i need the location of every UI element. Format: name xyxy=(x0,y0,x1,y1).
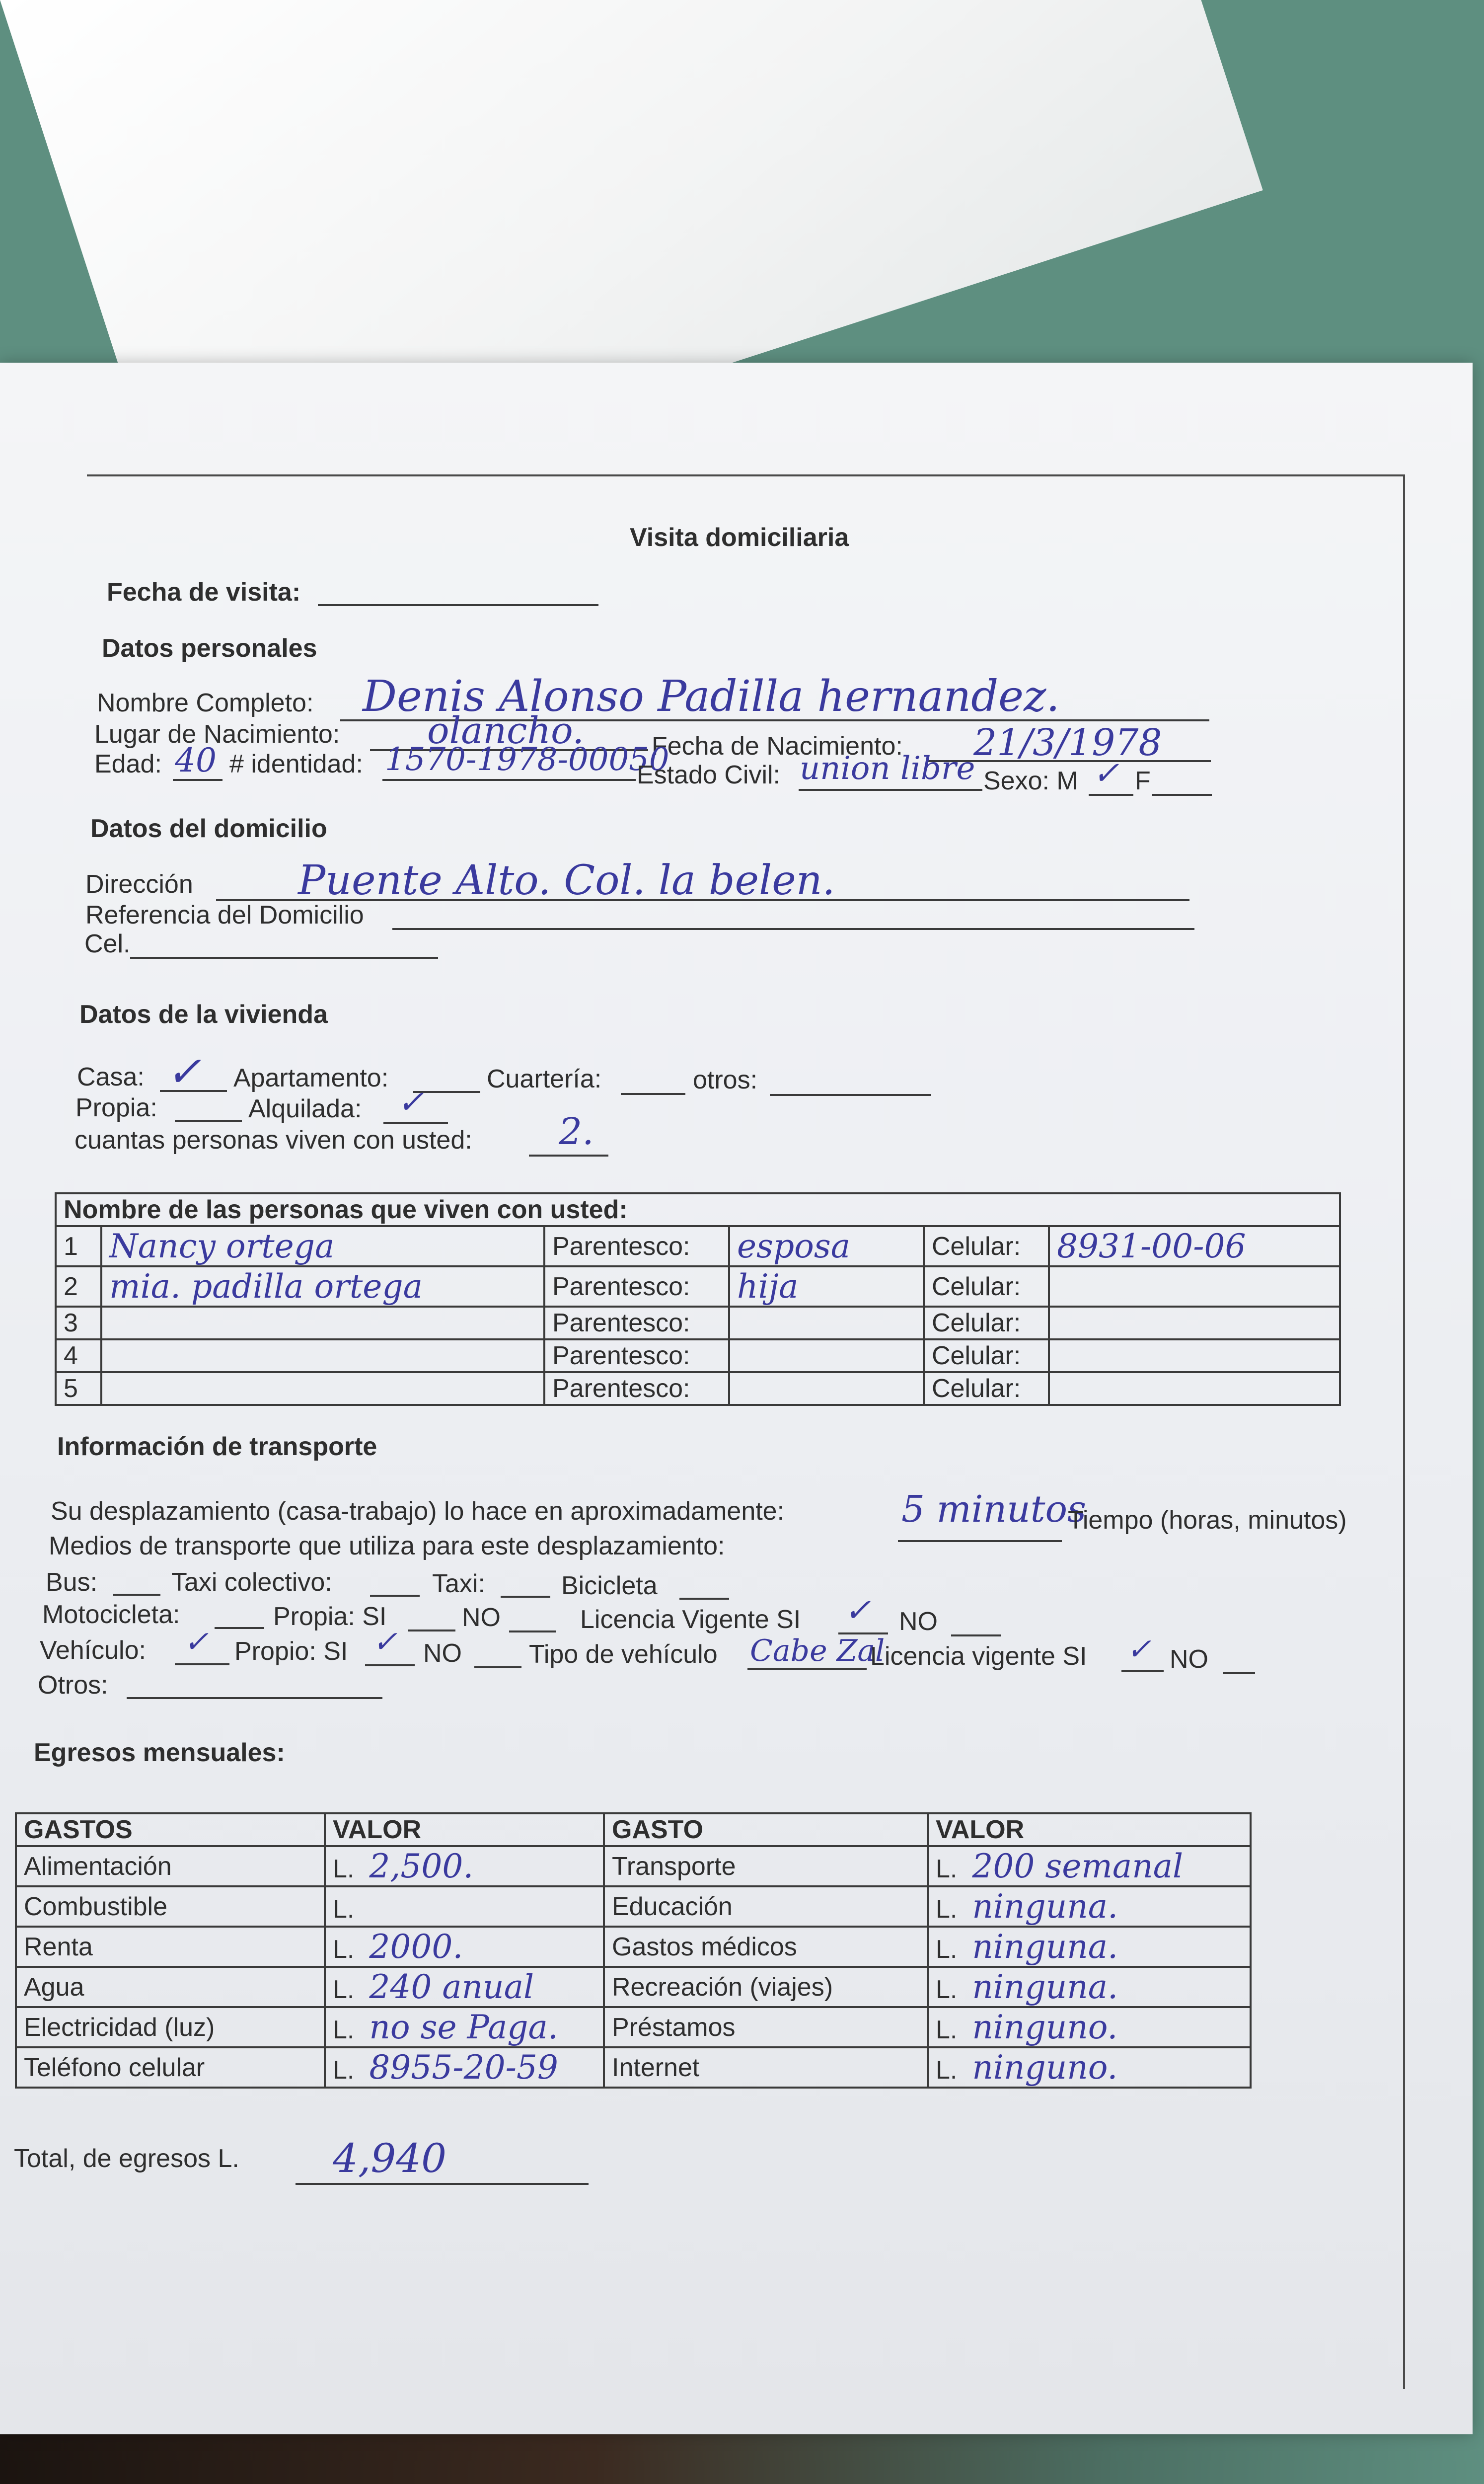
otros-transporte-field[interactable] xyxy=(127,1697,382,1699)
gasto-value: 8955-20-59 xyxy=(369,2048,558,2087)
licencia-2-no-label: NO xyxy=(1170,1645,1208,1674)
gasto-name: Electricidad (luz) xyxy=(16,2007,325,2047)
tipo-vehiculo-label: Tipo de vehículo xyxy=(529,1640,718,1669)
estado-civil-value: union libre xyxy=(800,750,975,787)
sexo-m-field[interactable] xyxy=(1089,794,1133,796)
persona-parentesco[interactable]: esposa xyxy=(729,1226,924,1266)
table-row xyxy=(16,1886,1251,1927)
col-gastos-header: GASTOS xyxy=(16,1813,325,1846)
gasto-name: Gastos médicos xyxy=(604,1927,928,1967)
direccion-label: Dirección xyxy=(85,870,193,899)
licencia-vigente-2-label: Licencia vigente SI xyxy=(870,1642,1087,1671)
gasto-value: ninguna. xyxy=(972,1968,1118,2006)
parentesco-label: Parentesco: xyxy=(544,1307,729,1339)
gasto-value-cell[interactable] xyxy=(928,1927,1251,1967)
alquilada-label: Alquilada: xyxy=(248,1094,362,1123)
propio-si-check: ✓ xyxy=(372,1625,398,1659)
bus-label: Bus: xyxy=(46,1568,98,1597)
fecha-visita-field[interactable] xyxy=(318,604,598,606)
currency-label: L. xyxy=(936,1855,958,1883)
cel-field[interactable] xyxy=(130,957,438,959)
col-valor-2-header: VALOR xyxy=(928,1813,1251,1846)
total-egresos-field[interactable] xyxy=(296,2183,589,2185)
propio-no-label: NO xyxy=(423,1639,462,1668)
moto-no-field[interactable] xyxy=(509,1630,556,1632)
table-row xyxy=(56,1339,1340,1372)
total-egresos-label: Total, de egresos L. xyxy=(14,2144,239,2173)
table-row xyxy=(56,1226,1340,1266)
form-sheet xyxy=(0,363,1473,2434)
parentesco-label: Parentesco: xyxy=(544,1226,729,1266)
table-row xyxy=(16,1927,1251,1967)
gasto-name: Internet xyxy=(604,2047,928,2088)
persona-nombre[interactable]: mia. padilla ortega xyxy=(101,1266,544,1307)
fecha-visita-label: Fecha de visita: xyxy=(107,578,301,607)
currency-label: L. xyxy=(333,1855,355,1883)
propia-label: Propia: xyxy=(75,1093,157,1122)
propio-si-label: Propio: SI xyxy=(234,1637,348,1666)
sexo-f-label: F xyxy=(1135,767,1151,795)
cuarteria-field[interactable] xyxy=(621,1093,685,1095)
sexo-f-field[interactable] xyxy=(1152,794,1212,796)
persona-nombre[interactable] xyxy=(101,1372,544,1405)
licencia-no-field[interactable] xyxy=(951,1634,1001,1636)
moto-propia-si-label: Propia: SI xyxy=(273,1602,387,1631)
bicicleta-field[interactable] xyxy=(679,1598,729,1600)
tipo-vehiculo-value: Cabe Zal xyxy=(750,1633,885,1668)
row-number: 2 xyxy=(56,1266,101,1307)
edad-label: Edad: xyxy=(94,750,162,778)
table-row xyxy=(56,1266,1340,1307)
estado-civil-label: Estado Civil: xyxy=(637,761,780,789)
vehiculo-check: ✓ xyxy=(184,1625,209,1659)
total-egresos-value: 4,940 xyxy=(333,2135,447,2181)
gasto-name: Educación xyxy=(604,1886,928,1927)
motocicleta-field[interactable] xyxy=(215,1627,264,1629)
licencia-2-si-field[interactable] xyxy=(1121,1670,1164,1672)
desplazamiento-value: 5 minutos xyxy=(901,1488,1087,1531)
nombre-label: Nombre Completo: xyxy=(97,689,314,717)
gasto-value-cell[interactable] xyxy=(325,1967,604,2007)
persona-parentesco[interactable] xyxy=(729,1307,924,1339)
sexo-label: Sexo: M xyxy=(983,767,1078,795)
persona-parentesco[interactable] xyxy=(729,1339,924,1372)
lugar-value: olancho. xyxy=(427,709,584,752)
gasto-value-cell[interactable] xyxy=(928,1846,1251,1886)
gasto-value: 200 semanal xyxy=(972,1847,1184,1885)
licencia-si-check: ✓ xyxy=(844,1592,871,1629)
table-row xyxy=(16,1846,1251,1886)
table-row xyxy=(16,1967,1251,2007)
otros-vivienda-label: otros: xyxy=(693,1066,758,1094)
gasto-name: Combustible xyxy=(16,1886,325,1927)
gasto-value-cell[interactable] xyxy=(928,2007,1251,2047)
table-row xyxy=(56,1307,1340,1339)
persona-celular[interactable] xyxy=(1049,1339,1340,1372)
licencia-no-label: NO xyxy=(899,1607,938,1636)
transporte-heading: Información de transporte xyxy=(57,1432,377,1461)
table-row xyxy=(16,2007,1251,2047)
vehiculo-field[interactable] xyxy=(175,1663,229,1665)
persona-celular[interactable] xyxy=(1049,1372,1340,1405)
gasto-value-cell[interactable] xyxy=(325,2047,604,2088)
persona-nombre[interactable] xyxy=(101,1339,544,1372)
currency-label: L. xyxy=(936,1975,958,2004)
celular-label: Celular: xyxy=(924,1372,1049,1405)
taxi-colectivo-field[interactable] xyxy=(370,1595,420,1597)
identidad-field[interactable] xyxy=(382,779,636,781)
gasto-value: ninguno. xyxy=(972,2008,1118,2046)
licencia-vigente-label: Licencia Vigente SI xyxy=(580,1605,801,1634)
gasto-value: 2,500. xyxy=(369,1847,474,1885)
persona-nombre[interactable] xyxy=(101,1307,544,1339)
licencia-2-si-check: ✓ xyxy=(1126,1632,1152,1667)
persona-celular[interactable]: 8931-00-06 xyxy=(1049,1226,1340,1266)
otros-transporte-label: Otros: xyxy=(38,1671,108,1700)
personas-value: 2. xyxy=(559,1110,594,1153)
gasto-value: no se Paga. xyxy=(369,2008,558,2046)
row-number: 4 xyxy=(56,1339,101,1372)
gasto-name: Renta xyxy=(16,1927,325,1967)
row-number: 5 xyxy=(56,1372,101,1405)
fecha-nac-value: 21/3/1978 xyxy=(973,721,1162,764)
lugar-label: Lugar de Nacimiento: xyxy=(94,720,340,749)
table-row xyxy=(56,1372,1340,1405)
otros-vivienda-field[interactable] xyxy=(770,1094,931,1096)
persona-nombre[interactable]: Nancy ortega xyxy=(101,1226,544,1266)
currency-label: L. xyxy=(333,2016,355,2044)
identidad-value: 1570-1978-00050 xyxy=(385,741,669,778)
egresos-table xyxy=(15,1812,1252,2089)
gasto-value-cell[interactable] xyxy=(325,2007,604,2047)
datos-vivienda-heading: Datos de la vivienda xyxy=(79,1000,328,1029)
estado-civil-field[interactable] xyxy=(799,789,982,791)
table-surface xyxy=(0,2434,1484,2484)
gasto-name: Transporte xyxy=(604,1846,928,1886)
desplazamiento-field[interactable] xyxy=(898,1540,1062,1542)
taxi-colectivo-label: Taxi colectivo: xyxy=(171,1568,332,1597)
col-gasto-header: GASTO xyxy=(604,1813,928,1846)
gasto-value: 240 anual xyxy=(369,1968,534,2006)
gasto-value-cell[interactable] xyxy=(928,1967,1251,2007)
persona-parentesco[interactable] xyxy=(729,1372,924,1405)
row-number: 3 xyxy=(56,1307,101,1339)
persona-celular[interactable] xyxy=(1049,1266,1340,1307)
gasto-name: Recreación (viajes) xyxy=(604,1967,928,2007)
col-valor-header: VALOR xyxy=(325,1813,604,1846)
bicicleta-label: Bicicleta xyxy=(561,1571,658,1600)
propia-field[interactable] xyxy=(175,1120,242,1122)
edad-value: 40 xyxy=(175,741,217,779)
alquilada-field[interactable] xyxy=(383,1122,448,1124)
referencia-field[interactable] xyxy=(392,928,1194,930)
fecha-nac-label: Fecha de Nacimiento: xyxy=(652,732,903,761)
currency-label: L. xyxy=(333,2056,355,2085)
taxi-label: Taxi: xyxy=(432,1569,485,1598)
personas-field[interactable] xyxy=(529,1155,608,1157)
personas-label: cuantas personas viven con usted: xyxy=(74,1126,472,1155)
gasto-value-cell[interactable] xyxy=(325,1886,604,1927)
celular-label: Celular: xyxy=(924,1307,1049,1339)
celular-label: Celular: xyxy=(924,1339,1049,1372)
parentesco-label: Parentesco: xyxy=(544,1266,729,1307)
propio-no-field[interactable] xyxy=(474,1666,521,1668)
personas-table xyxy=(55,1192,1341,1406)
currency-label: L. xyxy=(936,1935,958,1964)
desplazamiento-label: Su desplazamiento (casa-trabajo) lo hace en aproximadamente: xyxy=(51,1497,785,1526)
identidad-label: # identidad: xyxy=(229,750,363,778)
celular-label: Celular: xyxy=(924,1226,1049,1266)
currency-label: L. xyxy=(333,1895,355,1924)
casa-label: Casa: xyxy=(77,1063,145,1091)
personas-table-header: Nombre de las personas que viven con usted: xyxy=(56,1193,1340,1226)
propio-si-field[interactable] xyxy=(365,1664,415,1666)
alquilada-check: ✓ xyxy=(397,1084,424,1121)
currency-label: L. xyxy=(936,2016,958,2044)
currency-label: L. xyxy=(936,1895,958,1924)
gasto-name: Alimentación xyxy=(16,1846,325,1886)
datos-personales-heading: Datos personales xyxy=(102,634,317,663)
nombre-value: Denis Alonso Padilla hernandez. xyxy=(363,672,1060,721)
referencia-label: Referencia del Domicilio xyxy=(85,901,364,930)
gasto-name: Agua xyxy=(16,1967,325,2007)
gasto-value: 2000. xyxy=(369,1928,463,1966)
form-title: Visita domiciliaria xyxy=(630,523,849,552)
parentesco-label: Parentesco: xyxy=(544,1372,729,1405)
moto-propia-si-field[interactable] xyxy=(408,1630,455,1631)
egresos-heading: Egresos mensuales: xyxy=(34,1738,285,1767)
persona-parentesco[interactable]: hija xyxy=(729,1266,924,1307)
tipo-vehiculo-field[interactable] xyxy=(747,1668,867,1670)
gasto-value-cell[interactable] xyxy=(325,1846,604,1886)
celular-label: Celular: xyxy=(924,1266,1049,1307)
currency-label: L. xyxy=(333,1975,355,2004)
currency-label: L. xyxy=(333,1935,355,1964)
licencia-2-no-field[interactable] xyxy=(1223,1672,1255,1674)
moto-no-label: NO xyxy=(462,1603,501,1632)
cuarteria-label: Cuartería: xyxy=(487,1065,602,1093)
gasto-value-cell[interactable] xyxy=(325,1927,604,1967)
tiempo-label: Tiempo (horas, minutos) xyxy=(1068,1506,1347,1535)
gasto-value: ninguna. xyxy=(972,1887,1118,1926)
gasto-name: Préstamos xyxy=(604,2007,928,2047)
datos-domicilio-heading: Datos del domicilio xyxy=(90,814,327,843)
bus-field[interactable] xyxy=(113,1594,160,1596)
cel-label: Cel. xyxy=(84,930,131,958)
persona-celular[interactable] xyxy=(1049,1307,1340,1339)
apartamento-label: Apartamento: xyxy=(233,1064,389,1092)
vehiculo-label: Vehículo: xyxy=(40,1636,146,1665)
gasto-value-cell[interactable] xyxy=(928,1886,1251,1927)
gasto-value: ninguna. xyxy=(972,1928,1118,1966)
medios-label: Medios de transporte que utiliza para este desplazamiento: xyxy=(49,1532,725,1560)
motocicleta-label: Motocicleta: xyxy=(42,1600,180,1629)
sexo-m-check: ✓ xyxy=(1093,755,1119,792)
direccion-value: Puente Alto. Col. la belen. xyxy=(298,857,835,904)
taxi-field[interactable] xyxy=(501,1596,550,1598)
currency-label: L. xyxy=(936,2056,958,2085)
gasto-value: ninguno. xyxy=(972,2048,1118,2087)
gasto-name: Teléfono celular xyxy=(16,2047,325,2088)
parentesco-label: Parentesco: xyxy=(544,1339,729,1372)
table-row xyxy=(16,2047,1251,2088)
gasto-value-cell[interactable] xyxy=(928,2047,1251,2088)
row-number: 1 xyxy=(56,1226,101,1266)
casa-check: ✓ xyxy=(166,1047,202,1096)
